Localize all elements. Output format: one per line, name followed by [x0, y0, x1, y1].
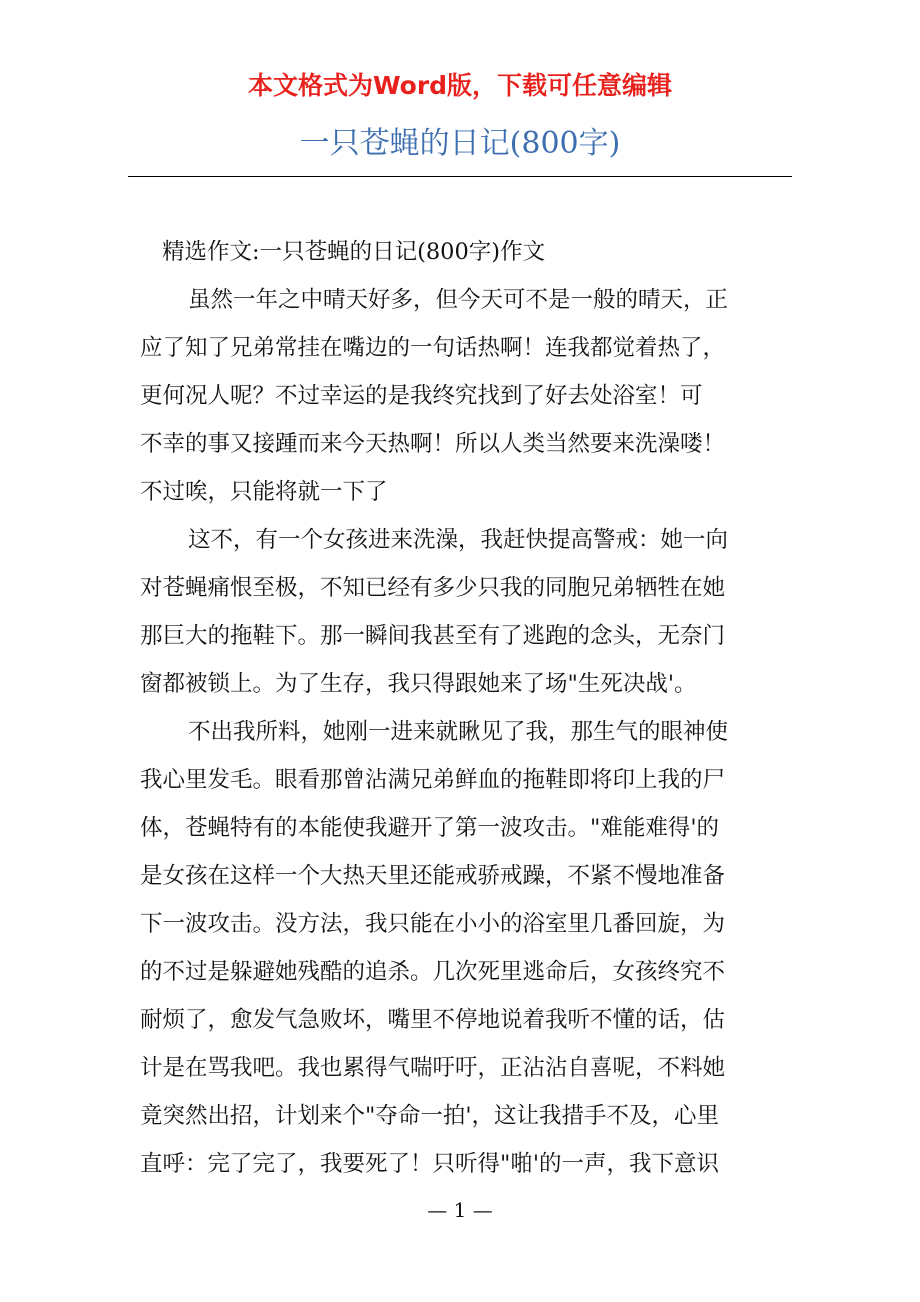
paragraph-line: 那巨大的拖鞋下。那一瞬间我甚至有了逃跑的念头，无奈门	[140, 623, 726, 649]
paragraph	[140, 521, 790, 713]
paragraph-line: 耐烦了，愈发气急败坏，嘴里不停地说着我听不懂的话，估	[140, 1007, 726, 1033]
paragraph-line: 体，苍蝇特有的本能使我避开了第一波攻击。"难能难得'的	[140, 815, 720, 841]
paragraph-line: 不出我所料，她刚一进来就瞅见了我，那生气的眼神使	[188, 719, 729, 745]
paragraph	[140, 281, 790, 521]
paragraph-line: 我心里发毛。眼看那曾沾满兄弟鲜血的拖鞋即将印上我的尸	[140, 767, 726, 793]
article-subtitle: 精选作文:一只苍蝇的日记(800字)作文	[162, 239, 546, 265]
article-title: 一只苍蝇的日记(800字)	[299, 126, 621, 161]
title-divider	[128, 176, 792, 177]
paragraph-line: 直呼：完了完了，我要死了！只听得"啪'的一声，我下意识	[140, 1151, 720, 1177]
paragraph-line: 更何况人呢？不过幸运的是我终究找到了好去处浴室！可	[140, 383, 703, 409]
paragraph-line: 窗都被锁上。为了生存，我只得跟她来了场"生死决战'。	[140, 671, 697, 697]
paragraph-line: 对苍蝇痛恨至极，不知已经有多少只我的同胞兄弟牺牲在她	[140, 575, 726, 601]
article-body	[140, 233, 790, 1193]
paragraph-line: 是女孩在这样一个大热天里还能戒骄戒躁，不紧不慢地准备	[140, 863, 726, 889]
paragraph-line: 不过唉，只能将就一下了	[140, 479, 388, 505]
paragraph-line: 的不过是躲避她残酷的追杀。几次死里逃命后，女孩终究不	[140, 959, 726, 985]
paragraph-line: 应了知了兄弟常挂在嘴边的一句话热啊！连我都觉着热了，	[140, 335, 726, 361]
paragraph-line: 下一波攻击。没方法，我只能在小小的浴室里几番回旋，为	[140, 911, 726, 937]
paragraph-line: 虽然一年之中晴天好多，但今天可不是一般的晴天，正	[188, 287, 729, 313]
download-banner: 本文格式为Word版，下载可任意编辑	[247, 71, 673, 100]
paragraph	[140, 713, 790, 1193]
paragraph-line: 这不，有一个女孩进来洗澡，我赶快提高警戒：她一向	[188, 527, 729, 553]
paragraph-line: 不幸的事又接踵而来今天热啊！所以人类当然要来洗澡喽！	[140, 431, 726, 457]
paragraph-line: 计是在骂我吧。我也累得气喘吁吁，正沾沾自喜呢，不料她	[140, 1055, 726, 1081]
paragraph-list	[140, 281, 790, 1193]
page-number: — 1 —	[427, 1198, 493, 1222]
paragraph-line: 竟突然出招，计划来个"夺命一拍'，这让我措手不及，心里	[140, 1103, 720, 1129]
